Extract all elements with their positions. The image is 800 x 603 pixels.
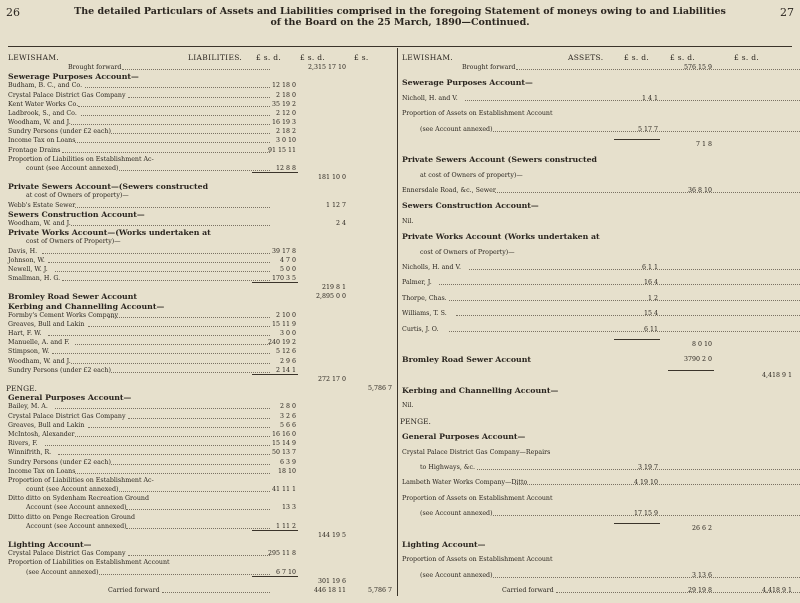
item-label: Brought forward xyxy=(462,64,516,71)
asset-row xyxy=(402,232,794,241)
asset-row xyxy=(402,448,794,457)
liability-row xyxy=(8,274,394,283)
amount-c1: 6 11 xyxy=(643,325,658,333)
left-col1-header: £ s. d. xyxy=(256,53,282,62)
amount-c3: 5,786 7 xyxy=(367,587,392,594)
liability-row xyxy=(8,448,394,457)
right-assets-header: ASSETS. xyxy=(568,53,604,62)
amount-c1: 295 11 8 xyxy=(267,550,296,558)
item-label: Johnson, W. xyxy=(8,256,45,264)
item-label: Ditto ditto on Penge Recreation Ground xyxy=(8,513,136,521)
item-label: (see Account annexed) xyxy=(420,571,493,579)
item-label: Palmer, J. xyxy=(402,279,432,287)
asset-row xyxy=(402,401,794,410)
leader-dots xyxy=(75,207,270,208)
page-number-right: 27 xyxy=(780,6,794,19)
item-label: (see Account annexed) xyxy=(420,510,493,518)
item-label: Ditto ditto on Sydenham Recreation Ground xyxy=(8,495,149,503)
amount-c2: 219 8 1 xyxy=(321,284,346,292)
asset-row xyxy=(402,417,794,426)
asset-row xyxy=(402,109,794,118)
left-liabilities-header: LIABILITIES. xyxy=(188,53,243,62)
item-label: (see Account annexed) xyxy=(26,568,99,576)
asset-row xyxy=(402,201,794,210)
district-heading: PENGE. xyxy=(400,416,431,426)
liability-row xyxy=(8,256,394,265)
liability-row xyxy=(8,568,394,577)
asset-row xyxy=(402,186,794,195)
liability-row xyxy=(8,476,394,485)
asset-row xyxy=(402,263,794,272)
item-label: Bailey, M. A. xyxy=(8,403,48,411)
subtotal-rule xyxy=(668,370,714,371)
page-number-left: 26 xyxy=(6,6,20,19)
liability-row xyxy=(8,366,394,375)
liability-row xyxy=(8,210,394,219)
section-heading: Private Sewers Account—(Sewers constructed xyxy=(8,182,209,192)
subtotal-rule xyxy=(614,523,660,524)
section-heading: Private Sewers Account (Sewers constructed xyxy=(402,155,597,165)
liability-row xyxy=(8,439,394,448)
amount-c1: 13 3 xyxy=(281,504,296,512)
amount-c2: 2 4 xyxy=(335,219,346,227)
liability-row xyxy=(8,458,394,467)
asset-row xyxy=(402,248,794,257)
item-label: Sundry Persons (under £2 each) xyxy=(8,458,111,466)
amount-c1: 2 9 6 xyxy=(279,357,296,365)
item-label: Brought forward xyxy=(68,64,122,71)
item-label: Carried forward xyxy=(108,587,160,594)
asset-row xyxy=(402,432,794,441)
liability-row xyxy=(8,182,394,191)
section-heading: Sewerage Purposes Account— xyxy=(402,78,533,88)
liability-row xyxy=(8,375,394,384)
asset-row xyxy=(402,355,794,364)
section-heading: Private Works Account—(Works undertaken at xyxy=(8,228,211,238)
liability-row xyxy=(8,247,394,256)
liability-row xyxy=(8,577,394,586)
item-label: Proportion of Liabilities on Establishment Ac- xyxy=(8,155,154,163)
amount-c1: 4 19 10 xyxy=(633,479,658,487)
amount-c1: 2 18 2 xyxy=(275,128,296,136)
asset-row xyxy=(402,309,794,318)
right-place-header: LEWISHAM. xyxy=(402,53,453,62)
amount-c1: 3 0 10 xyxy=(275,137,296,145)
section-heading: Sewers Construction Account— xyxy=(8,209,145,219)
left-col3-header: £ s. xyxy=(354,53,369,62)
item-label: Davis, H. xyxy=(8,247,38,255)
right-col1-header: £ s. d. xyxy=(624,53,650,62)
liability-row xyxy=(8,164,394,173)
amount-c3: 5,786 7 xyxy=(367,385,392,393)
item-label: Income Tax on Loans xyxy=(8,467,76,475)
liability-row xyxy=(8,384,394,393)
liability-row xyxy=(8,412,394,421)
liability-row xyxy=(8,265,394,274)
amount-c2: 26 6 2 xyxy=(691,525,712,533)
item-label: Woodham, W. and J. xyxy=(8,357,71,365)
amount-c1: 3 0 0 xyxy=(279,330,296,338)
item-label: Sundry Persons (under £2 each) xyxy=(8,128,111,136)
asset-row xyxy=(402,63,794,72)
section-heading: Private Works Account (Works undertaken at xyxy=(402,232,600,242)
amount-c1: 12 18 0 xyxy=(271,82,296,90)
amount-c1: 1 2 xyxy=(647,294,658,302)
liability-row xyxy=(8,146,394,155)
liability-row xyxy=(8,503,394,512)
amount-c1: 35 19 2 xyxy=(271,100,296,108)
amount-c1: 2 8 0 xyxy=(279,403,296,411)
amount-c2: 36 8 10 xyxy=(687,187,712,195)
subtotal-rule xyxy=(614,339,660,340)
leader-dots xyxy=(122,69,271,70)
item-label: Carried forward xyxy=(502,587,554,594)
center-divider xyxy=(397,48,398,596)
item-label: Woodham, W. and J. xyxy=(8,119,71,127)
item-label: Lambeth Water Works Company—Ditto xyxy=(402,479,528,487)
left-col2-header: £ s. d. xyxy=(300,53,326,62)
section-heading: Kerbing and Channelling Account— xyxy=(402,386,559,396)
item-label: Manuelle, A. and F. xyxy=(8,339,70,347)
item-label: Proportion of Liabilities on Establishment Account xyxy=(8,559,170,567)
amount-c2: 1 12 7 xyxy=(325,201,346,209)
liability-row xyxy=(8,127,394,136)
subtotal-rule xyxy=(252,530,298,531)
section-heading: Sewers Construction Account— xyxy=(402,201,539,211)
amount-c1: 5 0 0 xyxy=(279,265,296,273)
liability-row xyxy=(8,81,394,90)
asset-row xyxy=(402,540,794,549)
leader-dots xyxy=(495,192,800,193)
section-heading: General Purposes Account— xyxy=(8,393,132,403)
amount-c2: 29 19 8 xyxy=(687,587,712,594)
amount-c1: 4 7 0 xyxy=(279,256,296,264)
item-label: Webb's Estate Sewer xyxy=(8,201,76,209)
item-label: Budham, B. C., and Co. xyxy=(8,82,83,90)
subtotal-rule xyxy=(252,172,298,173)
item-label: Ennersdale Road, &c., Sewer xyxy=(402,187,496,195)
asset-row xyxy=(402,94,794,103)
item-label: Hart, F. W. xyxy=(8,330,42,338)
amount-c2: 272 17 0 xyxy=(317,375,346,383)
asset-row xyxy=(402,78,794,87)
item-label: Stimpson, W. xyxy=(8,348,50,356)
asset-row xyxy=(402,371,794,380)
item-label: Greaves, Bull and Lakin xyxy=(8,421,85,429)
amount-c1: 5 17 7 xyxy=(637,125,658,133)
liability-row xyxy=(8,430,394,439)
liability-row xyxy=(8,72,394,81)
subtotal-rule xyxy=(252,282,298,283)
item-label: (see Account annexed) xyxy=(420,125,493,133)
amount-c1: 15 14 9 xyxy=(271,440,296,448)
liability-row xyxy=(8,513,394,522)
liability-row xyxy=(8,329,394,338)
amount-c2: 3790 2 0 xyxy=(683,356,712,364)
header-rule-top xyxy=(8,46,792,47)
item-label: Winnifrith, R. xyxy=(8,449,52,457)
amount-c2: 3 13 6 xyxy=(691,571,712,579)
amount-c1: 12 8 8 xyxy=(275,164,296,172)
asset-row xyxy=(402,171,794,180)
asset-row xyxy=(402,125,794,134)
asset-row xyxy=(402,294,794,303)
asset-row xyxy=(402,586,794,595)
item-label: Smallman, H. G. xyxy=(8,275,61,283)
item-label: cost of Owners of Property)— xyxy=(420,248,515,256)
item-label: McIntosh, Alexander xyxy=(8,431,75,439)
item-label: Nil. xyxy=(402,217,414,225)
amount-c1: 6 3 9 xyxy=(279,458,296,466)
asset-row xyxy=(402,386,794,395)
section-heading: Bromley Road Sewer Account xyxy=(402,355,531,365)
section-heading: Lighting Account— xyxy=(402,539,486,549)
liability-row xyxy=(8,586,394,595)
item-label: Proportion of Assets on Establishment Account xyxy=(402,494,553,502)
amount-c1: 18 10 xyxy=(277,467,296,475)
item-label: count (see Account annexed) xyxy=(26,164,119,172)
item-label: Woodham, W. and J. xyxy=(8,219,71,227)
amount-c1: 6 1 1 xyxy=(641,263,658,271)
liability-row xyxy=(8,531,394,540)
liability-row xyxy=(8,467,394,476)
amount-c1: 41 11 1 xyxy=(271,486,296,494)
asset-row xyxy=(402,278,794,287)
district-heading: PENGE. xyxy=(6,384,37,394)
asset-row xyxy=(402,217,794,226)
section-heading: General Purposes Account— xyxy=(402,432,526,442)
liability-row xyxy=(8,347,394,356)
section-heading: Bromley Road Sewer Account xyxy=(8,292,137,302)
liability-row xyxy=(8,357,394,366)
item-label: Proportion of Assets on Establishment Account xyxy=(402,556,553,564)
liability-row xyxy=(8,338,394,347)
asset-row xyxy=(402,340,794,349)
liability-row xyxy=(8,136,394,145)
item-label: Thorpe, Chas. xyxy=(402,294,447,302)
amount-c1: 1 4 1 xyxy=(641,94,658,102)
item-label: Curtis, J. O. xyxy=(402,325,439,333)
amount-c2: 446 18 11 xyxy=(313,587,346,594)
section-heading: Sewerage Purposes Account— xyxy=(8,72,139,82)
item-label: Kent Water Works Co. xyxy=(8,100,79,108)
asset-row xyxy=(402,155,794,164)
item-label: at cost of Owners of property)— xyxy=(26,192,129,200)
item-label: Ladbrook, S., and Co. xyxy=(8,109,77,117)
page-title: The detailed Particulars of Assets and Liabilities comprised in the foregoing Statement of moneys owing to and Liabilities xyxy=(74,6,726,17)
item-label: Nicholl, H. and V. xyxy=(402,94,458,102)
liability-row xyxy=(8,540,394,549)
liability-row xyxy=(8,522,394,531)
amount-c2: 301 19 6 xyxy=(317,577,346,585)
amount-c1: 39 17 8 xyxy=(271,247,296,255)
liability-row xyxy=(8,173,394,182)
amount-c1: 240 19 2 xyxy=(267,339,296,347)
amount-c2: 144 19 5 xyxy=(317,531,346,539)
amount-c2: 8 0 10 xyxy=(691,340,712,348)
amount-c1: 15 4 xyxy=(643,310,658,318)
amount-c1: 16 16 0 xyxy=(271,431,296,439)
amount-c1: 170 3 5 xyxy=(271,275,296,283)
liability-row xyxy=(8,237,394,246)
amount-c1: 1 11 2 xyxy=(275,522,296,530)
item-label: Crystal Palace District Gas Company xyxy=(8,412,126,420)
item-label: Nicholls, H. and V. xyxy=(402,263,461,271)
page-subtitle: of the Board on the 25 March, 1890—Continued. xyxy=(270,17,530,28)
item-label: Newell, W. J. xyxy=(8,265,48,273)
asset-row xyxy=(402,555,794,564)
item-label: Proportion of Liabilities on Establishment Ac- xyxy=(8,476,154,484)
amount-c2: 181 10 0 xyxy=(317,174,346,182)
amount-c1: 3 19 7 xyxy=(637,463,658,471)
item-label: at cost of Owners of property)— xyxy=(420,171,523,179)
item-label: Williams, T. S. xyxy=(402,310,447,318)
liability-row xyxy=(8,311,394,320)
item-label: Rivers, F. xyxy=(8,440,38,448)
amount-c2: 7 1 8 xyxy=(695,140,712,148)
amount-c1: 5 12 6 xyxy=(275,348,296,356)
amount-c1: 6 7 10 xyxy=(275,568,296,576)
leader-dots xyxy=(71,225,270,226)
item-label: cost of Owners of Property)— xyxy=(26,238,121,246)
asset-row xyxy=(402,571,794,580)
item-label: Formby's Cement Works Company xyxy=(8,311,119,319)
liability-row xyxy=(8,118,394,127)
amount-c1: 16 4 xyxy=(643,279,658,287)
liability-row xyxy=(8,292,394,301)
amount-c3: 4,418 9 1 xyxy=(761,587,792,594)
subtotal-rule xyxy=(614,139,660,140)
subtotal-rule xyxy=(252,576,298,577)
item-label: Frontage Drains xyxy=(8,146,61,154)
item-label: Account (see Account annexed) xyxy=(26,522,127,530)
liability-row xyxy=(8,155,394,164)
liability-row xyxy=(8,421,394,430)
asset-row xyxy=(402,140,794,149)
liability-row xyxy=(8,191,394,200)
liability-row xyxy=(8,302,394,311)
right-col2-header: £ s. d. xyxy=(670,53,696,62)
item-label: count (see Account annexed) xyxy=(26,486,119,494)
amount-c1: 2 14 1 xyxy=(275,366,296,374)
amount-c1: 2 10 0 xyxy=(275,311,296,319)
amount-c1: 5 6 6 xyxy=(279,421,296,429)
section-heading: Lighting Account— xyxy=(8,540,92,550)
item-label: to Highways, &c. xyxy=(420,463,475,471)
asset-row xyxy=(402,494,794,503)
amount-c1: 2 12 0 xyxy=(275,109,296,117)
amount-c1: 17 15 9 xyxy=(633,510,658,518)
liability-row xyxy=(8,100,394,109)
leader-dots xyxy=(493,577,800,578)
liability-row xyxy=(8,558,394,567)
amount-c1: 91 15 11 xyxy=(267,146,296,154)
right-col3-header: £ s. d. xyxy=(734,53,760,62)
item-label: Income Tax on Loans xyxy=(8,137,76,145)
item-label: Crystal Palace District Gas Company xyxy=(8,550,126,558)
liability-row xyxy=(8,549,394,558)
amount-c1: 16 19 3 xyxy=(271,119,296,127)
item-label: Crystal Palace District Gas Company—Repairs xyxy=(402,448,551,456)
section-heading: Kerbing and Channelling Account— xyxy=(8,301,165,311)
subtotal-rule xyxy=(252,374,298,375)
amount-c3: 4,418 9 1 xyxy=(761,371,792,379)
liability-row xyxy=(8,219,394,228)
left-place-header: LEWISHAM. xyxy=(8,53,59,62)
amount-c2: 2,315 17 10 xyxy=(307,64,346,71)
amount-c1: 50 13 7 xyxy=(271,449,296,457)
amount-c2: 576 15 9 xyxy=(683,64,712,71)
amount-c1: 2 18 0 xyxy=(275,91,296,99)
amount-c1: 3 2 6 xyxy=(279,412,296,420)
liability-row xyxy=(8,201,394,210)
item-label: Greaves, Bull and Lakin xyxy=(8,320,85,328)
liability-row xyxy=(8,283,394,292)
item-label: Nil. xyxy=(402,402,414,410)
liability-row xyxy=(8,109,394,118)
asset-row xyxy=(402,509,794,518)
liability-row xyxy=(8,63,394,72)
asset-row xyxy=(402,463,794,472)
liability-row xyxy=(8,485,394,494)
amount-c1: 15 11 9 xyxy=(271,320,296,328)
asset-row xyxy=(402,325,794,334)
asset-row xyxy=(402,524,794,533)
amount-c2: 2,895 0 0 xyxy=(315,293,346,301)
item-label: Crystal Palace District Gas Company xyxy=(8,91,126,99)
liability-row xyxy=(8,320,394,329)
liability-row xyxy=(8,91,394,100)
liability-row xyxy=(8,494,394,503)
asset-row xyxy=(402,478,794,487)
item-label: Sundry Persons (under £2 each) xyxy=(8,366,111,374)
liability-row xyxy=(8,402,394,411)
liability-row xyxy=(8,228,394,237)
item-label: Account (see Account annexed) xyxy=(26,504,127,512)
liability-row xyxy=(8,393,394,402)
leader-dots xyxy=(162,592,271,593)
item-label: Proportion of Assets on Establishment Account xyxy=(402,110,553,118)
